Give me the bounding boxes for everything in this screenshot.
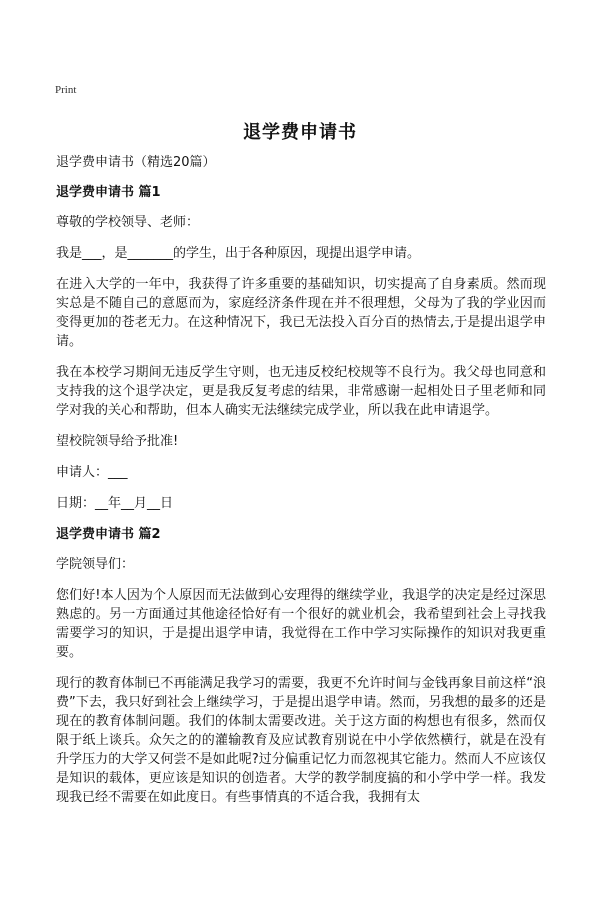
print-link[interactable]: Print [55,84,77,96]
body-paragraph: 我在本校学习期间无违反学生守则，也无违反校纪校规等不良行为。我父母也同意和支持我的这个退学决定，更是我反复考虑的结果，非常感谢一起相处日子里老师和同学对我的关心和帮助，但本人确实无法继续完成学业，所以我在此申请退学。 [56,365,546,418]
intro-paragraph: 我是___，是_______的学生，出于各种原因，现提出退学申请。 [56,246,421,261]
closing-request: 望校院领导给予批准! [56,434,179,449]
body-paragraph: 在进入大学的一年中，我获得了许多重要的基础知识，切实提高了自身素质。然而现实总是不随自己的意愿而为，家庭经济条件现在并不很理想，父母为了我的学业因而变得更加的苍老无力。在这种情况下，我已无法投入百分百的热情去,于是提出退学申请。 [56,277,546,349]
document-body [56,153,546,819]
section-heading-2: 退学费申请书 篇2 [56,527,161,542]
section-heading-1: 退学费申请书 篇1 [56,185,161,200]
date-line: 日期：__年__月__日 [56,496,174,511]
body-paragraph: 现行的教育体制已不再能满足我学习的需要，我更不允许时间与金钱再象目前这样“浪费”下去，我只好到社会上继续学习，于是提出退学申请。然而，另我想的最多的还是现在的教育体制问题。我们的体制太需要改进。关于这方面的构想也有很多，然而仅限于纸上谈兵。众矢之的的灌输教育及应试教育别说在中小学依然横行，就是在没有升学压力的大学又何尝不是如此呢?过分偏重记忆力而忽视其它能力。然而人不应该仅是知识的载体，更应该是知识的创造者。大学的教学制度搞的和小学中学一样。我发现我已经不需要在如此度日。有些事情真的不适合我，我拥有太 [56,676,546,805]
document-subtitle: 退学费申请书（精选20篇） [56,155,216,170]
salutation: 学院领导们： [56,557,135,572]
salutation: 尊敬的学校领导、老师： [56,215,200,230]
applicant-line: 申请人：___ [56,465,128,480]
page-title: 退学费申请书 [243,122,357,143]
body-paragraph: 您们好!本人因为个人原因而无法做到心安理得的继续学业，我退学的决定是经过深思熟虑的。另一方面通过其他途径恰好有一个很好的就业机会，我希望到社会上寻找我需要学习的知识，于是提出退学申请，我觉得在工作中学习实际操作的知识对我更重要。 [56,588,546,660]
